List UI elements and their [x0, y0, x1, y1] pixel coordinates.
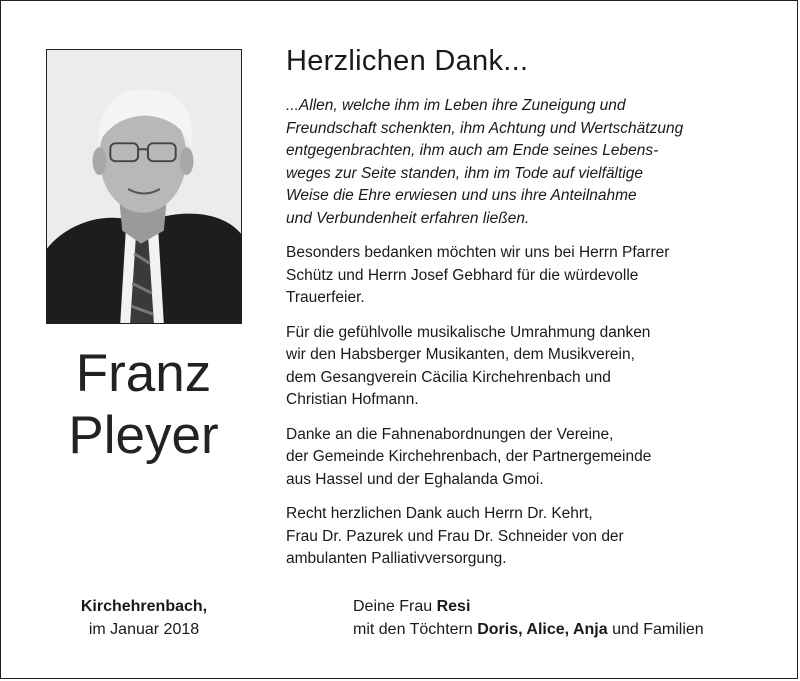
- signature-prefix: mit den Töchtern: [353, 621, 478, 638]
- place-and-date: [46, 595, 242, 641]
- signature-names-daughters: Doris, Alice, Anja: [477, 621, 608, 638]
- signature-line-2: [353, 618, 704, 641]
- deceased-first-name: Franz: [75, 344, 212, 403]
- signature-name-wife: Resi: [436, 598, 471, 615]
- notice-body: [286, 95, 766, 583]
- paragraph-line: ambulanten Palliativversorgung.: [286, 550, 507, 567]
- intro-line: Weise die Ehre erwiesen und uns ihre Anteilnahme: [286, 187, 637, 204]
- signature-suffix: und Familien: [607, 621, 704, 638]
- paragraph-line: Schütz und Herrn Josef Gebhard für die würdevolle: [286, 266, 639, 284]
- thanks-paragraph-music: [286, 322, 766, 412]
- paragraph-line: Für die gefühlvolle musikalische Umrahmung danken: [286, 323, 651, 341]
- intro-line: Freundschaft schenkten, ihm Achtung und Wertschätzung: [286, 119, 684, 137]
- thanks-paragraph-flags: [286, 424, 766, 492]
- intro-line: weges zur Seite standen, ihm im Tode auf vielfältige: [286, 164, 643, 182]
- signature-line-1: [353, 595, 704, 618]
- intro-line: ...Allen, welche ihm im Leben ihre Zuneigung und: [286, 97, 626, 114]
- paragraph-line: Christian Hofmann.: [286, 391, 419, 408]
- paragraph-line: dem Gesangverein Cäcilia Kirchehrenbach und: [286, 368, 611, 386]
- signature-prefix: Deine Frau: [353, 598, 437, 615]
- paragraph-line: Besonders bedanken möchten wir uns bei Herrn Pfarrer: [286, 244, 670, 261]
- family-signature: [353, 595, 704, 641]
- notice-heading: Herzlichen Dank...: [286, 45, 529, 77]
- intro-line: und Verbundenheit erfahren ließen.: [286, 209, 530, 227]
- place-town: Kirchehrenbach,: [80, 598, 208, 615]
- thanks-paragraph-clergy: [286, 242, 766, 310]
- intro-line: entgegenbrachten, ihm auch am Ende seines Lebens-: [286, 142, 659, 159]
- place-date: im Januar 2018: [88, 621, 200, 638]
- paragraph-line: wir den Habsberger Musikanten, dem Musikverein,: [286, 346, 635, 363]
- deceased-last-name: Pleyer: [68, 406, 219, 465]
- portrait-image: [47, 50, 241, 323]
- paragraph-line: Recht herzlichen Dank auch Herrn Dr. Kehrt,: [286, 505, 593, 522]
- paragraph-line: aus Hassel und der Eghalanda Gmoi.: [286, 470, 544, 488]
- paragraph-line: Trauerfeier.: [286, 289, 365, 306]
- paragraph-line: der Gemeinde Kirchehrenbach, der Partnergemeinde: [286, 448, 652, 465]
- paragraph-line: Danke an die Fahnenabordnungen der Vereine,: [286, 425, 614, 443]
- paragraph-line: Frau Dr. Pazurek und Frau Dr. Schneider von der: [286, 527, 624, 545]
- intro-paragraph: [286, 95, 766, 230]
- thanks-paragraph-doctors: [286, 503, 766, 571]
- portrait-photo: [46, 49, 242, 324]
